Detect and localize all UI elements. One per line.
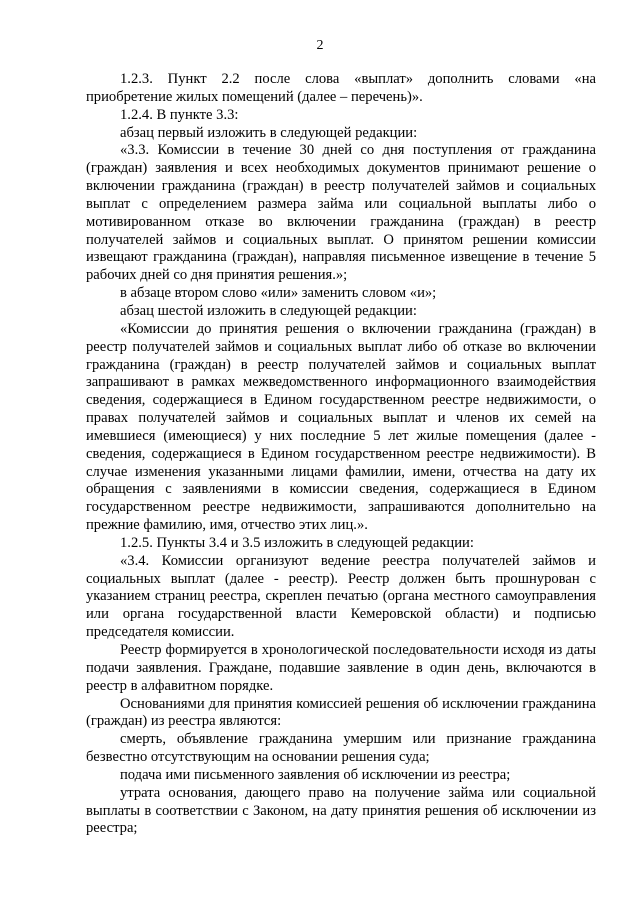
page-number: 2 bbox=[316, 38, 324, 53]
paragraph: «Комиссии до принятия решения о включении гражданина (граждан) в реестр получателей займов и социальных выплат либо об отказе во включении гражданина (граждан) в реестр получателей займов и социальных выплат запрашивают в рамках межведомственного информационного взаимодействия сведения, содержащиеся в Едином государственном реестре недвижимости, о правах получателей займов и социальных выплат и членов их семей на имевшиеся (имеющиеся) у них последние 5 лет жилые помещения (далее - сведения, содержащиеся в Едином государственном реестре недвижимости). В случае изменения указанными лицами фамилии, имени, отчества на дату их обращения с заявлениями в комиссии сведения, содержащиеся в Едином государственном реестре недвижимости, запрашиваются дополнительно на прежние фамилию, имя, отчество этих лиц.». bbox=[86, 320, 596, 534]
paragraph: Реестр формируется в хронологической последовательности исходя из даты подачи заявления. Граждане, подавшие заявление в один день, включаются в реестр в алфавитном порядке. bbox=[86, 642, 596, 694]
paragraph: утрата основания, дающего право на получение займа или социальной выплаты в соответствии с Законом, на дату принятия решения об исключении из реестра; bbox=[86, 784, 596, 837]
paragraph: «3.4. Комиссии организуют ведение реестра получателей займов и социальных выплат (далее - реестр). Реестр должен быть прошнурован с указанием страниц реестра, скреплен печатью (органа местного самоуправления или органа государственной власти Кемеровской области) и подписью председателя комиссии. bbox=[86, 552, 596, 641]
paragraph: подача ими письменного заявления об исключении из реестра; bbox=[120, 766, 511, 783]
paragraph: смерть, объявление гражданина умершим или признание гражданина безвестно отсутствующим на основании решения суда; bbox=[86, 731, 596, 766]
paragraph: Основаниями для принятия комиссией решения об исключении гражданина (граждан) из реестра являются: bbox=[86, 695, 596, 730]
paragraph: 1.2.3. Пункт 2.2 после слова «выплат» дополнить словами «на приобретение жилых помещений (далее – перечень)». bbox=[86, 71, 596, 105]
paragraph: «3.3. Комиссии в течение 30 дней со дня поступления от гражданина (граждан) заявления и всех необходимых документов принимают решение о включении гражданина (граждан) в реестр получателей займов и социальных выплат с определением размера займа или социальной выплаты либо о мотивированном отказе во включении гражданина (граждан) в реестр получателей займов и социальных выплат. О принятом решении комиссии извещают гражданина (граждан), направляя письменное извещение в течение 5 рабочих дней со дня принятия решения.»; bbox=[86, 142, 596, 284]
paragraph: абзац шестой изложить в следующей редакции: bbox=[120, 302, 417, 319]
document-body bbox=[86, 71, 596, 838]
paragraph: абзац первый изложить в следующей редакции: bbox=[120, 124, 418, 141]
paragraph: 1.2.4. В пункте 3.3: bbox=[120, 106, 239, 123]
paragraph: 1.2.5. Пункты 3.4 и 3.5 изложить в следующей редакции: bbox=[120, 534, 474, 551]
paragraph: в абзаце втором слово «или» заменить словом «и»; bbox=[120, 285, 437, 302]
